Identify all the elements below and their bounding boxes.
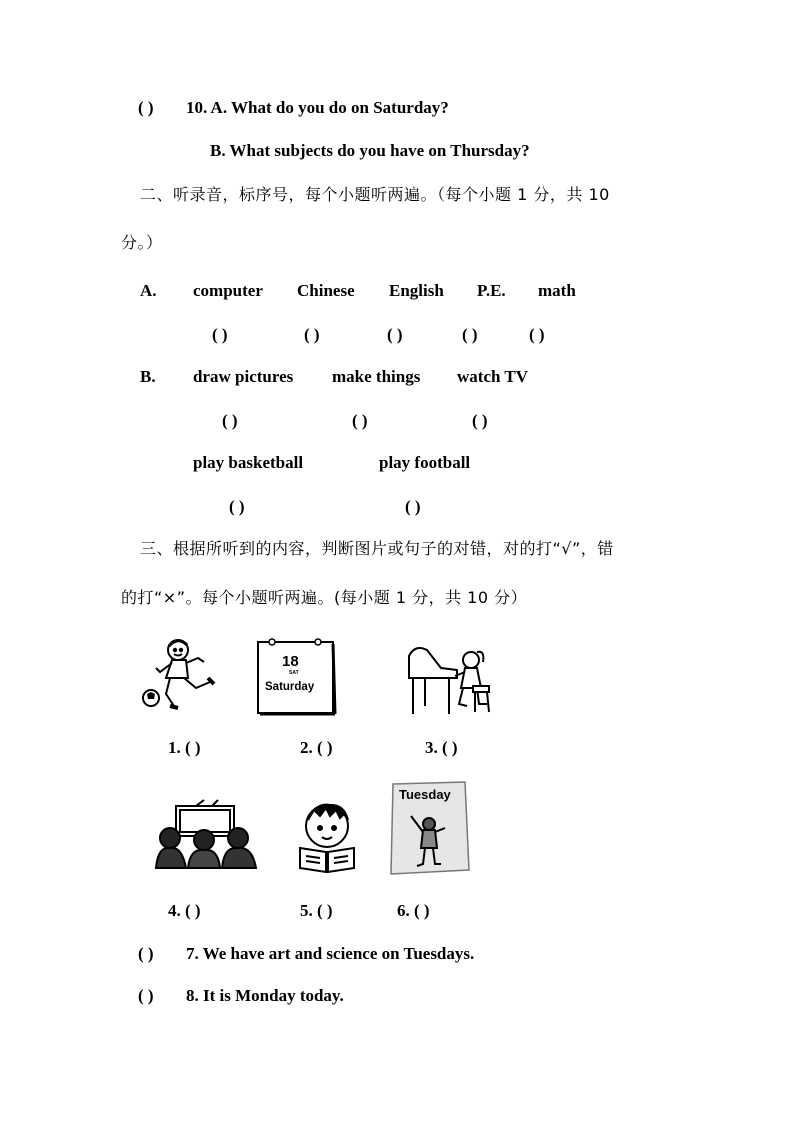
- picture-3-answer[interactable]: 3. ( ): [425, 738, 458, 757]
- picture-5-answer[interactable]: 5. ( ): [300, 901, 333, 920]
- group-a-blank[interactable]: ( ): [529, 325, 545, 344]
- picture-2-answer[interactable]: 2. ( ): [300, 738, 333, 757]
- q10-option-b: B. What subjects do you have on Thursday?: [210, 141, 530, 160]
- watching-tv-picture: [148, 798, 260, 870]
- tuesday-card-label: Tuesday: [399, 787, 451, 802]
- section2-heading-cont: 分。）: [121, 233, 163, 252]
- group-b-item: play basketball: [193, 453, 304, 472]
- sentence-7-text: 7. We have art and science on Tuesdays.: [186, 944, 475, 963]
- calendar-icon: [255, 636, 337, 716]
- piano-girl-icon: [405, 640, 497, 718]
- section3-heading: 三、根据所听到的内容，判断图片或句子的对错，对的打“√”，错: [140, 539, 614, 558]
- calendar-picture: [255, 636, 337, 716]
- group-a-blank[interactable]: ( ): [462, 325, 478, 344]
- calendar-day-name: Saturday: [265, 681, 315, 693]
- q10-blank[interactable]: ( ): [138, 98, 154, 117]
- group-b-item: play football: [379, 453, 471, 472]
- group-b-blank[interactable]: ( ): [472, 411, 488, 430]
- group-a-item: computer: [193, 281, 263, 300]
- sentence-8-blank[interactable]: ( ): [138, 986, 154, 1005]
- group-b-blank[interactable]: ( ): [405, 497, 421, 516]
- calendar-day-number: 18: [282, 653, 299, 670]
- group-a-blank[interactable]: ( ): [387, 325, 403, 344]
- reading-boy-picture: [296, 800, 358, 874]
- group-a-label: A.: [140, 281, 157, 300]
- watching-tv-icon: [148, 798, 260, 870]
- group-b-label: B.: [140, 367, 156, 386]
- group-a-item: English: [389, 281, 444, 300]
- tuesday-card-picture: [387, 780, 471, 876]
- calendar-small-text: SAT: [289, 670, 299, 676]
- q10-option-a: 10. A. What do you do on Saturday?: [186, 98, 449, 117]
- picture-1-answer[interactable]: 1. ( ): [168, 738, 201, 757]
- football-boy-picture: [138, 636, 222, 712]
- section2-heading: 二、听录音，标序号，每个小题听两遍。（每个小题 1 分，共 10: [140, 185, 610, 204]
- picture-4-answer[interactable]: 4. ( ): [168, 901, 201, 920]
- group-a-blank[interactable]: ( ): [304, 325, 320, 344]
- picture-6-answer[interactable]: 6. ( ): [397, 901, 430, 920]
- group-b-blank[interactable]: ( ): [352, 411, 368, 430]
- group-a-blank[interactable]: ( ): [212, 325, 228, 344]
- reading-boy-icon: [296, 800, 358, 874]
- group-a-item: math: [538, 281, 576, 300]
- group-b-blank[interactable]: ( ): [229, 497, 245, 516]
- group-b-item: make things: [332, 367, 421, 386]
- football-boy-icon: [138, 636, 222, 712]
- piano-girl-picture: [405, 640, 497, 718]
- section3-heading-cont: 的打“×”。每个小题听两遍。(每小题 1 分，共 10 分）: [121, 588, 528, 607]
- group-a-item: P.E.: [477, 281, 506, 300]
- group-b-item: watch TV: [457, 367, 528, 386]
- group-a-item: Chinese: [297, 281, 355, 300]
- group-b-item: draw pictures: [193, 367, 294, 386]
- sentence-8-text: 8. It is Monday today.: [186, 986, 344, 1005]
- group-b-blank[interactable]: ( ): [222, 411, 238, 430]
- sentence-7-blank[interactable]: ( ): [138, 944, 154, 963]
